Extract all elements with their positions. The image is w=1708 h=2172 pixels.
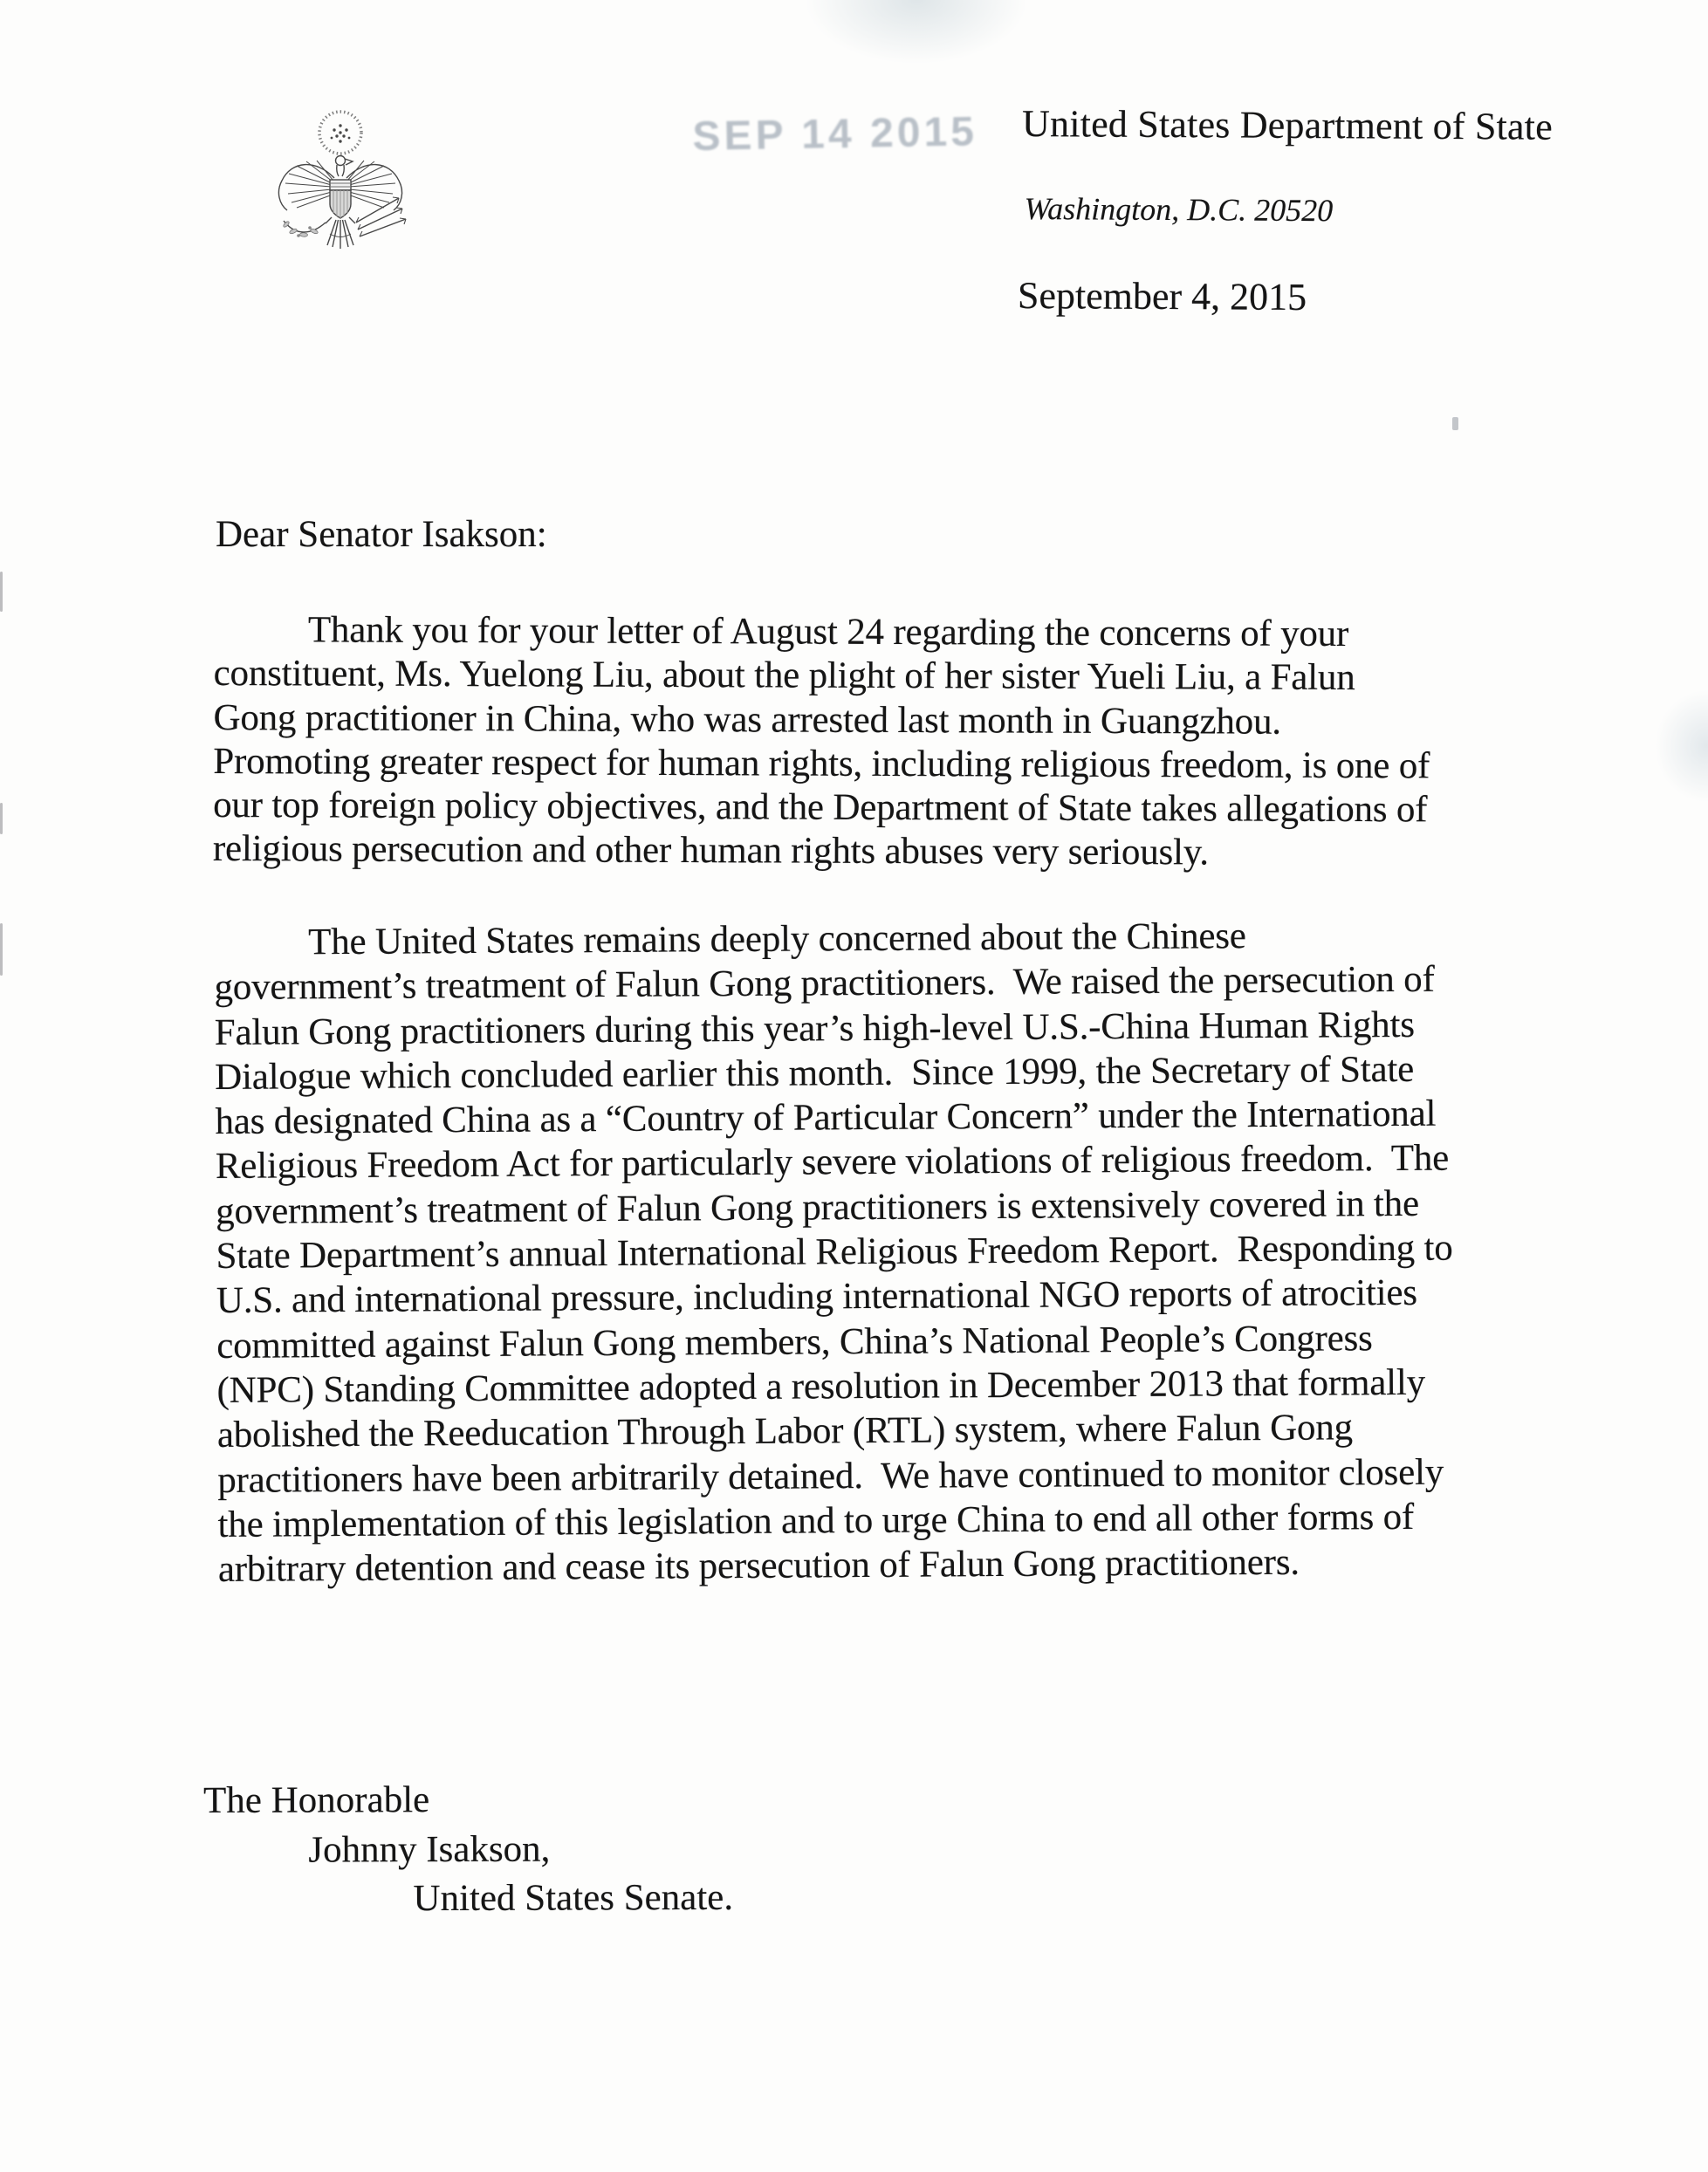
text-line: abolished the Reeducation Through Labor (RTL) system, where Falun Gong (216, 1407, 1354, 1456)
paragraph-2 (214, 912, 1615, 1593)
text-line: Thank you for your letter of August 24 regarding the concerns of your (307, 609, 1349, 654)
text-line: U.S. and international pressure, including international NGO reports of atrocities (216, 1272, 1417, 1322)
addressee-org: United States Senate. (413, 1876, 734, 1920)
text-line: constituent, Ms. Yuelong Liu, about the plight of her sister Yueli Liu, a Falun (213, 653, 1355, 699)
text-line: our top foreign policy objectives, and the Department of State takes allegations of (213, 785, 1428, 831)
text-line: practitioners have been arbitrarily detained. We have continued to monitor closely (217, 1451, 1444, 1501)
letter-date: September 4, 2015 (1017, 273, 1307, 319)
received-date-stamp: SEP 14 2015 (692, 107, 978, 159)
text-line: Promoting greater respect for human rights, including religious freedom, is one of (213, 740, 1430, 787)
scan-smudge-top (807, 0, 1025, 63)
scan-edge-mark (0, 572, 3, 612)
addressee-name: Johnny Isakson, (308, 1828, 551, 1871)
addressee-honorific: The Honorable (203, 1779, 430, 1821)
salutation: Dear Senator Isakson: (216, 514, 547, 555)
text-line: State Department’s annual International Religious Freedom Report. Responding to (216, 1227, 1453, 1278)
text-line: the implementation of this legislation and to urge China to end all other forms of (217, 1496, 1415, 1545)
text-line: arbitrary detention and cease its persecution of Falun Gong practitioners. (217, 1541, 1300, 1591)
text-line: committed against Falun Gong members, China’s National People’s Congress (216, 1317, 1373, 1367)
text-line: Dialogue which concluded earlier this month. Since 1999, the Secretary of State (215, 1048, 1415, 1098)
paragraph-1 (213, 608, 1610, 877)
scan-edge-mark (0, 923, 3, 976)
scan-edge-mark (0, 803, 3, 834)
text-line: has designated China as a “Country of Particular Concern” under the International (215, 1093, 1437, 1143)
scan-speck (1452, 417, 1458, 430)
text-line: government’s treatment of Falun Gong practitioners. We raised the persecution of (214, 959, 1435, 1009)
text-line: Falun Gong practitioners during this year’s high-level U.S.-China Human Rights (214, 1004, 1415, 1053)
text-line: Religious Freedom Act for particularly severe violations of religious freedom. The (215, 1138, 1450, 1188)
text-line: Gong practitioner in China, who was arrested last month in Guangzhou. (213, 696, 1281, 743)
letterhead-address: Washington, D.C. 20520 (1024, 191, 1334, 229)
text-line: government’s treatment of Falun Gong practitioners is extensively covered in the (216, 1182, 1420, 1232)
text-line: (NPC) Standing Committee adopted a resolution in December 2013 that formally (216, 1361, 1426, 1411)
scan-smudge-right (1655, 689, 1708, 803)
text-line: The United States remains deeply concerned about the Chinese (308, 915, 1246, 963)
addressee-block (203, 1778, 733, 1928)
letterhead-department: United States Department of State (1021, 101, 1554, 148)
text-line: religious persecution and other human rights abuses very seriously. (212, 828, 1209, 874)
great-seal-icon (262, 106, 419, 272)
